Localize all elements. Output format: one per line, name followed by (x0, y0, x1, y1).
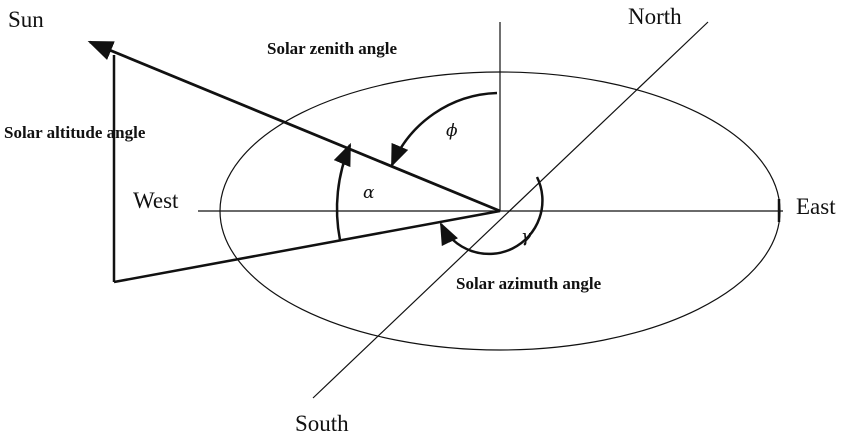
azimuth-angle-label: Solar azimuth angle (456, 274, 602, 293)
altitude-angle-label: Solar altitude angle (4, 123, 146, 142)
zenith-angle-symbol: ϕ (446, 121, 458, 141)
east-label: East (796, 194, 836, 219)
sun-ray-arrow (90, 42, 500, 211)
sun-label: Sun (8, 7, 44, 32)
zenith-angle-arc (392, 93, 497, 165)
north-label: North (628, 4, 682, 29)
altitude-angle-symbol: α (363, 183, 375, 203)
azimuth-angle-symbol: γ (521, 227, 532, 247)
north-south-axis (313, 22, 708, 398)
west-label: West (133, 188, 179, 213)
south-label: South (295, 411, 349, 436)
altitude-angle-arc (337, 145, 350, 240)
zenith-angle-label: Solar zenith angle (267, 39, 398, 58)
ground-projection-line (114, 211, 500, 282)
